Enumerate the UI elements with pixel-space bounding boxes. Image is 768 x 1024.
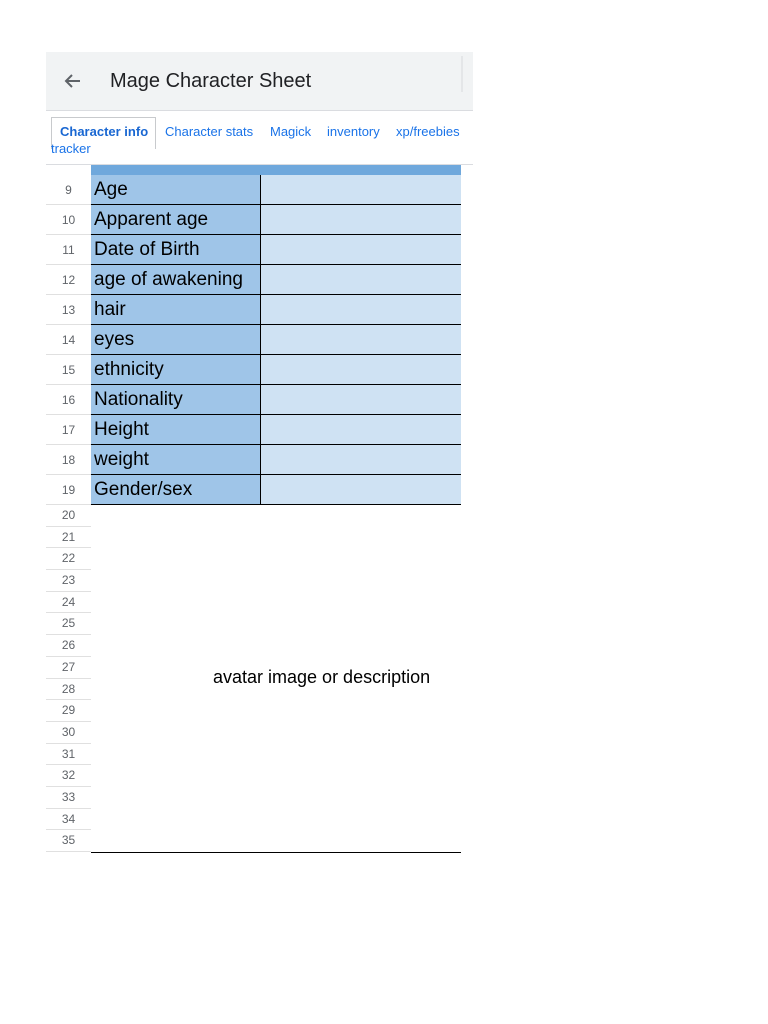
field-value-cell[interactable] [261, 205, 461, 235]
row-number[interactable]: 25 [46, 613, 91, 635]
table-row [46, 175, 473, 205]
field-label[interactable]: Apparent age [91, 205, 261, 235]
row-number[interactable]: 19 [46, 475, 91, 505]
sheet-app [46, 52, 473, 853]
field-value-cell[interactable] [261, 475, 461, 505]
row-number[interactable]: 11 [46, 235, 91, 265]
back-button[interactable] [60, 68, 86, 94]
row-number[interactable]: 28 [46, 679, 91, 701]
app-header [46, 52, 473, 111]
field-label[interactable]: Age [91, 175, 261, 205]
table-row [46, 355, 473, 385]
tab-magick[interactable]: Magick [270, 124, 312, 139]
row-number[interactable]: 10 [46, 205, 91, 235]
row-number[interactable]: 9 [46, 175, 91, 205]
field-value-cell[interactable] [261, 265, 461, 295]
row-number[interactable]: 26 [46, 635, 91, 657]
header-band-fill [91, 165, 461, 175]
field-label[interactable]: age of awakening [91, 265, 261, 295]
field-value-cell[interactable] [261, 295, 461, 325]
table-row [46, 235, 473, 265]
row-number[interactable]: 32 [46, 765, 91, 787]
row-number[interactable]: 18 [46, 445, 91, 475]
avatar-cell[interactable] [91, 505, 461, 853]
row-number[interactable]: 21 [46, 527, 91, 549]
table-row [46, 325, 473, 355]
tab-inventory[interactable]: inventory [327, 124, 380, 139]
row-number[interactable]: 30 [46, 722, 91, 744]
field-value-cell[interactable] [261, 325, 461, 355]
row-number[interactable]: 15 [46, 355, 91, 385]
row-number[interactable]: 16 [46, 385, 91, 415]
field-label[interactable]: weight [91, 445, 261, 475]
avatar-section [46, 505, 473, 853]
table-row [46, 445, 473, 475]
field-label[interactable]: Nationality [91, 385, 261, 415]
field-value-cell[interactable] [261, 415, 461, 445]
field-label[interactable]: Gender/sex [91, 475, 261, 505]
row-number[interactable]: 35 [46, 830, 91, 852]
tab-character-stats[interactable]: Character stats [165, 124, 254, 139]
row-number[interactable]: 29 [46, 700, 91, 722]
row-number[interactable]: 23 [46, 570, 91, 592]
table-row [46, 265, 473, 295]
sheet-grid [46, 165, 473, 853]
table-row [46, 295, 473, 325]
row-number[interactable]: 27 [46, 657, 91, 679]
tab-tracker[interactable]: tracker [51, 141, 91, 156]
row-number-spacer [46, 165, 91, 175]
header-divider [461, 56, 463, 92]
row-number[interactable]: 20 [46, 505, 91, 527]
row-number[interactable]: 17 [46, 415, 91, 445]
tab-character-info[interactable]: Character info [51, 117, 156, 149]
avatar-placeholder-text: avatar image or description [213, 667, 431, 687]
row-number[interactable]: 34 [46, 809, 91, 831]
arrow-left-icon [63, 71, 83, 91]
table-row [46, 475, 473, 505]
table-row [46, 205, 473, 235]
page-title: Mage Character Sheet [110, 69, 312, 92]
row-number[interactable]: 14 [46, 325, 91, 355]
header-band [46, 165, 473, 175]
field-label[interactable]: ethnicity [91, 355, 261, 385]
field-value-cell[interactable] [261, 445, 461, 475]
table-row [46, 415, 473, 445]
field-label[interactable]: hair [91, 295, 261, 325]
row-number[interactable]: 22 [46, 548, 91, 570]
table-row [46, 385, 473, 415]
row-number[interactable]: 13 [46, 295, 91, 325]
info-rows [46, 175, 473, 505]
field-value-cell[interactable] [261, 385, 461, 415]
field-label[interactable]: Date of Birth [91, 235, 261, 265]
sheet-tabs [46, 111, 473, 165]
avatar-row-numbers [46, 505, 91, 853]
field-value-cell[interactable] [261, 175, 461, 205]
tab-xp-freebies[interactable]: xp/freebies [396, 124, 460, 139]
row-number[interactable]: 12 [46, 265, 91, 295]
field-value-cell[interactable] [261, 355, 461, 385]
row-number[interactable]: 33 [46, 787, 91, 809]
field-value-cell[interactable] [261, 235, 461, 265]
field-label[interactable]: eyes [91, 325, 261, 355]
row-number[interactable]: 24 [46, 592, 91, 614]
field-label[interactable]: Height [91, 415, 261, 445]
row-number[interactable]: 31 [46, 744, 91, 766]
